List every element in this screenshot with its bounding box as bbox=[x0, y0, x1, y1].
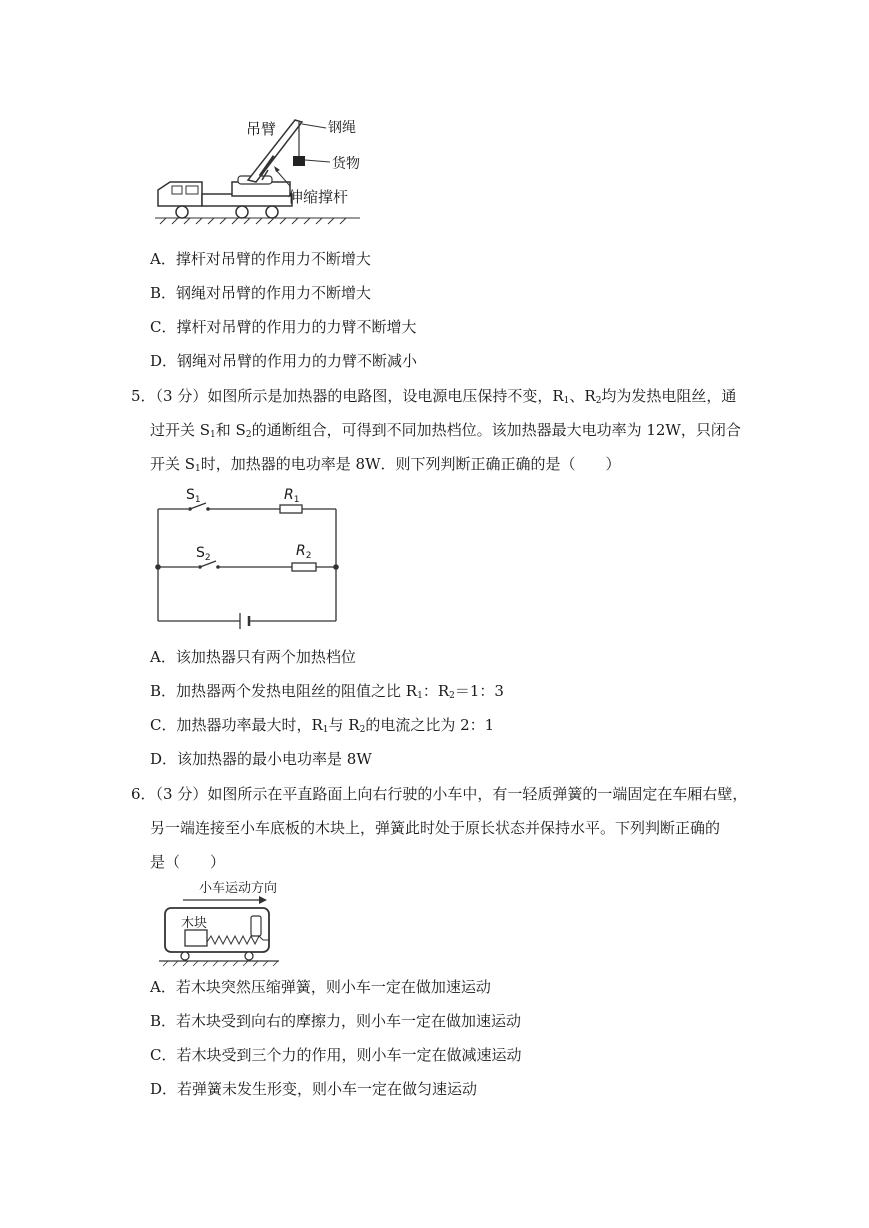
strut-label: 伸缩撑杆 bbox=[288, 188, 349, 206]
q5-option-b: B．加热器两个发热电阻丝的阻值之比 $R_1$：$R_2=1$：3 bbox=[150, 682, 504, 701]
q6-option-c: C．若木块受到三个力的作用，则小车一定在做减速运动 bbox=[150, 1046, 522, 1064]
boom-label: 吊臂 bbox=[246, 120, 277, 138]
q6-option-b: B．若木块受到向右的摩擦力，则小车一定在做加速运动 bbox=[150, 1012, 522, 1030]
ground-hatch bbox=[155, 218, 360, 224]
q4-option-d: D．钢绳对吊臂的作用力的力臂不断减小 bbox=[150, 352, 418, 370]
rope-label: 钢绳 bbox=[328, 120, 356, 136]
block-label: 木块 bbox=[181, 916, 208, 931]
s2-label: $S_2$ bbox=[196, 545, 211, 563]
q6-option-d: D．若弹簧未发生形变，则小车一定在做匀速运动 bbox=[150, 1080, 478, 1098]
q4-option-b: B．钢绳对吊臂的作用力不断增大 bbox=[150, 284, 372, 302]
q5-option-a: A．该加热器只有两个加热档位 bbox=[150, 648, 356, 666]
q5-option-c: C．加热器功率最大时，$R_1$与 $R_2$的电流之比为 2：1 bbox=[150, 716, 495, 735]
q5-stem-line-2: 过开关 $S_1$和 $S_2$的通断组合，可得到不同加热档位。该加热器最大电功率为 12W，只闭合 bbox=[150, 421, 741, 440]
cart-figure bbox=[155, 878, 285, 968]
q6-stem-line-3: 是（ ） bbox=[150, 853, 226, 871]
q6-stem-line-1: 6．（3 分）如图所示在平直路面上向右行驶的小车中，有一轻质弹簧的一端固定在车厢右壁， bbox=[131, 785, 748, 803]
q6-option-a: A．若木块突然压缩弹簧，则小车一定在做加速运动 bbox=[150, 978, 491, 996]
r2-label: $R_2$ bbox=[296, 543, 312, 561]
q4-option-c: C．撑杆对吊臂的作用力的力臂不断增大 bbox=[150, 318, 417, 336]
q5-stem-line-1: 5．（3 分）如图所示是加热器的电路图，设电源电压保持不变，$R_1$、$R_2$均为发热电阻丝，通 bbox=[131, 387, 737, 406]
q5-option-d: D．该加热器的最小电功率是 8W bbox=[150, 750, 372, 768]
direction-label: 小车运动方向 bbox=[199, 881, 278, 896]
q4-option-a: A．撑杆对吊臂的作用力不断增大 bbox=[150, 250, 371, 268]
cargo-label: 货物 bbox=[332, 156, 360, 172]
circuit-diagram bbox=[150, 485, 350, 635]
s1-label: $S_1$ bbox=[186, 487, 201, 505]
r1-label: $R_1$ bbox=[284, 487, 300, 505]
crane-figure bbox=[150, 110, 370, 230]
q6-stem-line-2: 另一端连接至小车底板的木块上，弹簧此时处于原长状态并保持水平。下列判断正确的 bbox=[150, 819, 721, 837]
q5-stem-line-3: 开关 $S_1$时，加热器的电功率是 8W．则下列判断正确正确的是（ ） bbox=[150, 455, 621, 474]
